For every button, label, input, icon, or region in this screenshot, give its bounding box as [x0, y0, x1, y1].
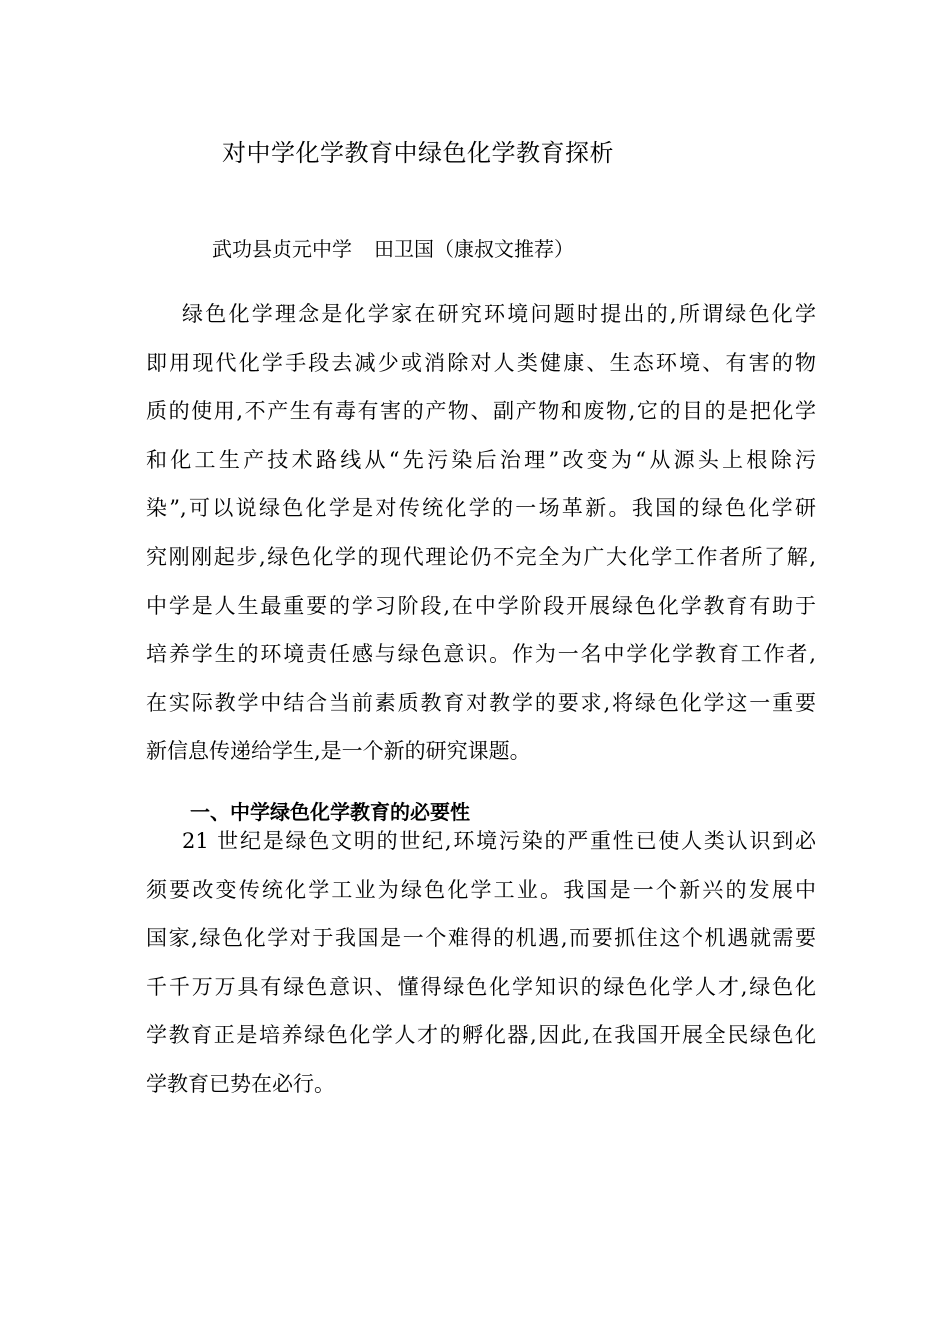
paragraph-line: 国家,绿色化学对于我国是一个难得的机遇,而要抓住这个机遇就需要 [146, 926, 816, 951]
author-name: 田卫国（康叔文推荐） [374, 237, 574, 261]
paragraph-line: 即用现代化学手段去减少或消除对人类健康、生态环境、有害的物 [146, 350, 816, 375]
paragraph-line: 21 世纪是绿色文明的世纪,环境污染的严重性已使人类认识到必 [182, 829, 816, 853]
paragraph-line: 质的使用,不产生有毒有害的产物、副产物和废物,它的目的是把化学 [146, 399, 816, 424]
paragraph-line: 学教育已势在必行。 [146, 1071, 335, 1096]
paragraph-line: 绿色化学理念是化学家在研究环境问题时提出的,所谓绿色化学 [182, 302, 816, 326]
section-heading: 一、中学绿色化学教育的必要性 [190, 800, 470, 824]
paragraph-line: 和化工生产技术路线从“先污染后治理”改变为“从源头上根除污 [146, 447, 816, 472]
document-title: 对中学化学教育中绿色化学教育探析 [222, 139, 614, 167]
paragraph-necessity [146, 817, 816, 1109]
author-line [212, 232, 574, 266]
paragraph-line: 学教育正是培养绿色化学人才的孵化器,因此,在我国开展全民绿色化 [146, 1023, 816, 1048]
paragraph-line: 中学是人生最重要的学习阶段,在中学阶段开展绿色化学教育有助于 [146, 593, 816, 618]
paragraph-line: 千千万万具有绿色意识、懂得绿色化学知识的绿色化学人才,绿色化 [146, 974, 816, 999]
author-school: 武功县贞元中学 [212, 237, 352, 261]
paragraph-line: 染”,可以说绿色化学是对传统化学的一场革新。我国的绿色化学研 [146, 496, 816, 521]
paragraph-intro [146, 290, 816, 776]
paragraph-line: 须要改变传统化学工业为绿色化学工业。我国是一个新兴的发展中 [146, 877, 816, 902]
paragraph-line: 究刚刚起步,绿色化学的现代理论仍不完全为广大化学工作者所了解, [146, 544, 816, 569]
paragraph-line: 在实际教学中结合当前素质教育对教学的要求,将绿色化学这一重要 [146, 690, 816, 715]
paragraph-line: 新信息传递给学生,是一个新的研究课题。 [146, 739, 531, 764]
paragraph-line: 培养学生的环境责任感与绿色意识。作为一名中学化学教育工作者, [146, 642, 816, 667]
